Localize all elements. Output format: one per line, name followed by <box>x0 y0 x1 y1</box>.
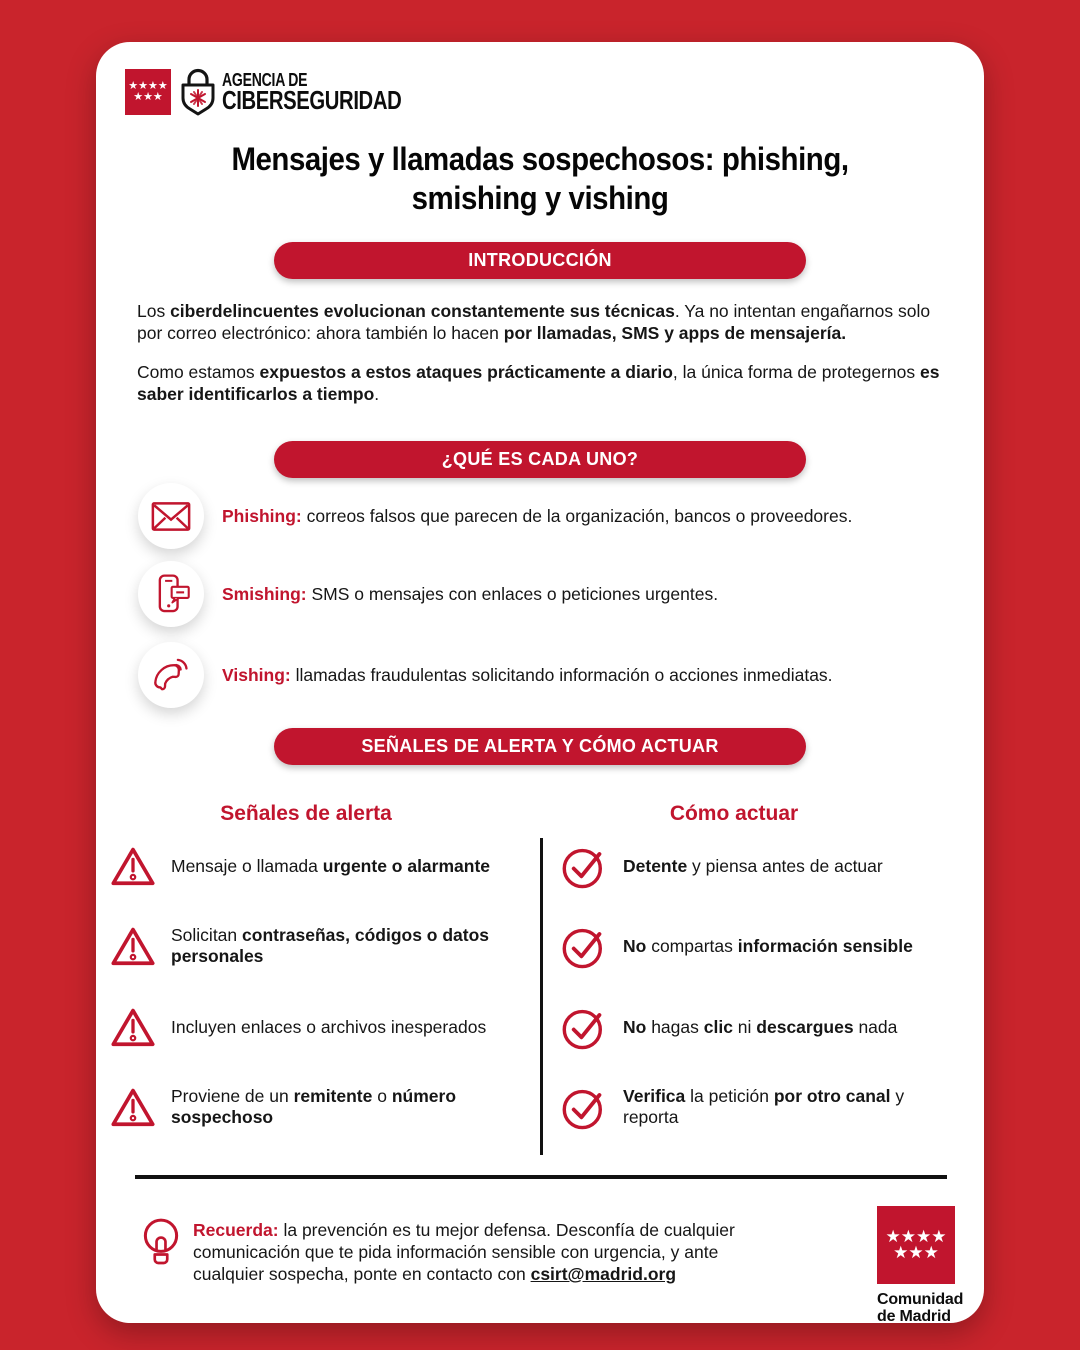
alert-item <box>110 831 514 901</box>
text-segment: No <box>623 935 647 956</box>
text-segment: . Ya no intentan engañarnos solo por correo electrónico: ahora también lo hacen <box>137 301 931 343</box>
icon-circle <box>138 483 204 549</box>
text-segment: , la única forma de protegernos <box>672 362 921 382</box>
icon-circle <box>138 561 204 627</box>
stars-row-top: ★★★★ <box>128 80 168 92</box>
brand-line1: AGENCIA DE <box>222 70 308 90</box>
definition-text <box>222 506 852 527</box>
brand-logo <box>125 67 452 117</box>
left-column-title: Señales de alerta <box>220 802 392 825</box>
text-segment: y reporta <box>623 1086 905 1127</box>
text-segment: clic <box>703 1016 733 1037</box>
alert-item <box>110 911 514 981</box>
text-segment: expuestos a estos ataques prácticamente a diario <box>259 362 673 382</box>
footer-divider <box>135 1175 947 1179</box>
text-segment: Vishing: <box>222 664 291 685</box>
text-segment: nada <box>853 1016 898 1037</box>
text-segment: compartas <box>646 935 738 956</box>
warning-triangle-icon <box>110 925 156 967</box>
action-item <box>560 1072 958 1142</box>
text-segment: por llamadas, SMS y apps de mensajería. <box>503 322 847 343</box>
text-segment: la petición <box>685 1086 774 1106</box>
text-segment: Smishing: <box>222 583 307 604</box>
intro-paragraph-1 <box>137 301 953 344</box>
check-circle-icon <box>560 1003 608 1051</box>
lightbulb-icon <box>136 1210 186 1274</box>
poster-card <box>96 42 984 1323</box>
warning-triangle-icon <box>110 1006 156 1048</box>
text-segment: remitente <box>293 1086 373 1106</box>
text-segment: por otro canal <box>773 1086 891 1106</box>
text-segment: urgente o alarmante <box>322 855 491 876</box>
text-segment: Detente <box>623 855 688 876</box>
madrid-flag-icon <box>877 1206 955 1284</box>
column-divider <box>540 838 543 1155</box>
text-segment: SMS o mensajes con enlaces o peticiones urgentes. <box>306 583 719 604</box>
text-segment: la prevención es tu mejor defensa. Desconfía de cualquier comunicación que te pida información sensible con urgencia, y ante cualquier sospecha, ponte en contacto con <box>193 1220 735 1284</box>
definition-phishing <box>138 483 950 549</box>
text-segment: Recuerda: <box>193 1220 279 1240</box>
definition-text <box>222 584 718 605</box>
email-link[interactable]: csirt@madrid.org <box>530 1264 677 1284</box>
text-segment: ciberdelincuentes evolucionan constantemente sus técnicas <box>170 301 675 321</box>
text-segment: . <box>374 383 380 404</box>
smartphone-message-icon <box>150 573 192 615</box>
text-segment: Mensaje o llamada <box>171 855 323 876</box>
action-item <box>560 911 958 981</box>
text-segment: Incluyen enlaces o archivos inesperados <box>171 1016 487 1037</box>
alert-item <box>110 1072 514 1142</box>
footer-note <box>193 1219 741 1285</box>
text-segment: Phishing: <box>222 505 302 526</box>
text-segment: Solicitan <box>171 925 243 945</box>
action-item <box>560 992 958 1062</box>
alerts-section-header: SEÑALES DE ALERTA Y CÓMO ACTUAR <box>274 728 806 765</box>
check-circle-icon <box>560 1083 608 1131</box>
intro-section-header: INTRODUCCIÓN <box>274 242 806 279</box>
comunidad-madrid-label: Comunidad de Madrid <box>877 1291 964 1325</box>
text-segment: llamadas fraudulentas solicitando información o acciones inmediatas. <box>290 664 833 685</box>
stars-row-bottom: ★★★ <box>133 91 163 103</box>
alert-item <box>110 992 514 1062</box>
text-segment: Verifica <box>623 1086 686 1106</box>
intro-paragraph-2 <box>137 362 953 405</box>
stars-row-bottom: ★★★ <box>893 1243 939 1262</box>
text-segment: es saber identificarlos a tiempo <box>137 362 940 404</box>
page-title: Mensajes y llamadas sospechosos: phishing, smishing y vishing <box>231 141 849 216</box>
comunidad-madrid-logo <box>877 1206 987 1325</box>
text-segment: correos falsos que parecen de la organización, bancos o proveedores. <box>301 505 853 526</box>
definitions-section-header: ¿QUÉ ES CADA UNO? <box>274 441 806 478</box>
icon-circle <box>138 642 204 708</box>
warning-triangle-icon <box>110 845 156 887</box>
text-segment: o <box>372 1086 392 1106</box>
text-segment: contraseñas, códigos o datos personales <box>171 925 490 966</box>
text-segment: ni <box>732 1016 757 1037</box>
envelope-icon <box>151 501 191 532</box>
text-segment: Los <box>137 301 171 321</box>
warning-triangle-icon <box>110 1086 156 1128</box>
stars-row-top: ★★★★ <box>885 1227 947 1246</box>
definition-text <box>222 665 833 686</box>
check-circle-icon <box>560 842 608 890</box>
definition-vishing <box>138 642 950 708</box>
phone-call-icon <box>149 653 193 697</box>
text-segment: hagas <box>646 1016 704 1037</box>
action-item <box>560 831 958 901</box>
text-segment: descargues <box>756 1016 854 1037</box>
text-segment: número sospechoso <box>171 1086 457 1127</box>
text-segment: No <box>623 1016 647 1037</box>
check-circle-icon <box>560 922 608 970</box>
text-segment: y piensa antes de actuar <box>687 855 883 876</box>
text-segment: Como estamos <box>137 362 260 382</box>
brand-line2: CIBERSEGURIDAD <box>222 85 402 115</box>
text-segment: información sensible <box>737 935 913 956</box>
padlock-icon <box>178 67 218 117</box>
text-segment: Proviene de un <box>171 1086 294 1106</box>
right-column-title: Cómo actuar <box>669 802 799 825</box>
madrid-flag-icon <box>125 69 171 115</box>
brand-name <box>222 70 402 115</box>
definition-smishing <box>138 561 950 627</box>
